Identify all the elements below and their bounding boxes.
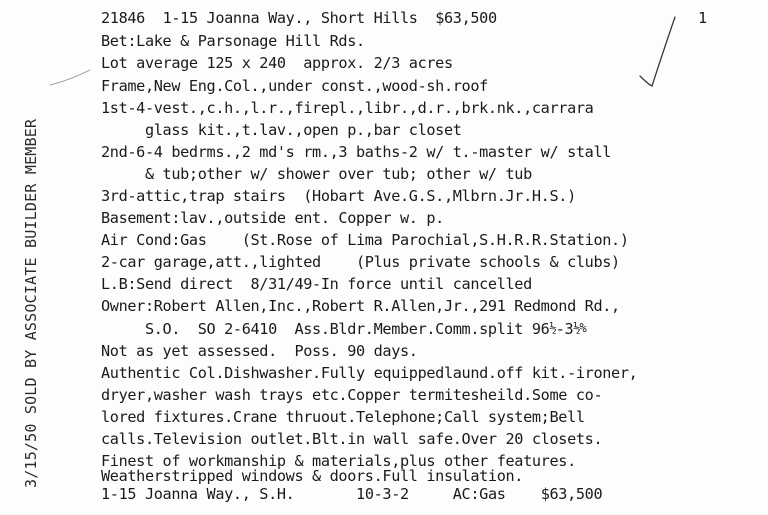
check-mark-icon (640, 17, 675, 86)
text-line: dryer,washer wash trays etc.Copper termiteshei̇ld.Some co- (101, 386, 603, 404)
text-line: lored fixtures.Crane thruout.Telephone;Call system;Bell (101, 408, 585, 426)
text-line: Bet:Lake & Parsonage Hill Rds. (101, 32, 365, 50)
pencil-stroke-icon (50, 70, 90, 85)
text-line: Authentic Col.Dishwasher.Fully equippedlaund.off kit.-ironer, (101, 364, 638, 382)
text-line: L.B:Send direct 8/31/49-In force until cancelled (101, 275, 532, 293)
text-line: Not as yet assessed. Poss. 90 days. (101, 342, 418, 360)
text-line: 2-car garage,att.,lighted (Plus private schools & clubs) (101, 253, 620, 271)
footer-price: $63,500 (540, 485, 603, 503)
address: 1-15 Joanna Way., Short Hills (162, 9, 418, 27)
footer-ac: AC:Gas (452, 485, 506, 503)
text-line: Finest of workmanship & materials,plus other features. (101, 452, 576, 470)
sold-stamp: 3/15/50 SOLD BY ASSOCIATE BUILDER MEMBER (22, 118, 40, 488)
owner-continuation: S.O. SO 2-6410 Ass.Bldr.Member.Comm.split 96½-3½% (101, 320, 586, 338)
text-line: 2nd-6-4 bedrms.,2 md's rm.,3 baths-2 w/ t.-master w/ stall (101, 143, 612, 161)
card-number: 1 (698, 9, 707, 27)
text-line: Owner:Robert Allen,Inc.,Robert R.Allen,Jr.,291 Redmond Rd., (101, 297, 620, 315)
footer-rooms: 10-3-2 (356, 485, 409, 503)
text-line: 3rd-attic,trap stairs (Hobart Ave.G.S.,Mlbrn.Jr.H.S.) (101, 187, 576, 205)
price: $63,500 (435, 9, 497, 27)
text-line: & tub;other w/ shower over tub; other w/ tub (101, 165, 532, 183)
text-line: calls.Television outlet.Blt.in wall safe.Over 20 closets. (101, 430, 603, 448)
text-line: Frame,New Eng.Col.,under const.,wood-sh.roof (101, 77, 488, 95)
text-line: 1st-4-vest.,c.h.,l.r.,firepl.,libr.,d.r.,brk.nk.,carrara (101, 99, 594, 117)
text-line: Air Cond:Gas (St.Rose of Lima Parochial,S.H.R.R.Station.) (101, 231, 629, 249)
listing-number: 21846 (101, 9, 145, 27)
text-line: Basement:lav.,outside ent. Copper w. p. (101, 209, 444, 227)
footer-address: 1-15 Joanna Way., S.H. (101, 485, 295, 503)
text-line: Weatherstripped windows & doors.Full insulation. (101, 467, 524, 485)
text-line: Lot average 125 x 240 approx. 2/3 acres (101, 54, 453, 72)
text-line: glass kit.,t.lav.,open p.,bar closet (101, 121, 462, 139)
